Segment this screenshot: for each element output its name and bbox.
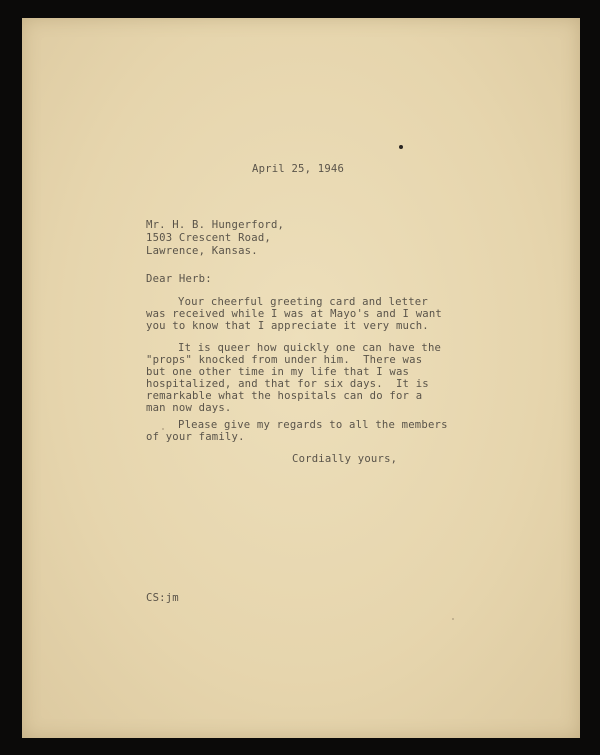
salutation: Dear Herb: [146,273,212,285]
paragraph2-line: hospitalized, and that for six days. It is [146,378,429,390]
closing: Cordially yours, [292,453,398,465]
paragraph1-line: you to know that I appreciate it very much. [146,320,429,332]
paper-speck [162,428,164,430]
typist-initials: CS:jm [146,592,179,604]
paragraph2-line: "props" knocked from under him. There was [146,354,423,366]
recipient-name: Mr. H. B. Hungerford, [146,219,285,231]
paragraph1-line: Your cheerful greeting card and letter [178,296,428,308]
paragraph2-line: It is queer how quickly one can have the [178,342,442,354]
letter-date: April 25, 1946 [252,163,345,175]
recipient-city: Lawrence, Kansas. [146,245,258,257]
paragraph3-line: of your family. [146,431,245,443]
ink-spot [399,145,403,149]
paragraph2-line: but one other time in my life that I was [146,366,410,378]
paragraph2-line: man now days. [146,402,232,414]
recipient-street: 1503 Crescent Road, [146,232,271,244]
paragraph1-line: was received while I was at Mayo's and I want [146,308,443,320]
paper-speck [452,618,454,620]
paragraph3-line: Please give my regards to all the members [178,419,448,431]
paragraph2-line: remarkable what the hospitals can do for a [146,390,423,402]
letter-page [22,18,580,738]
